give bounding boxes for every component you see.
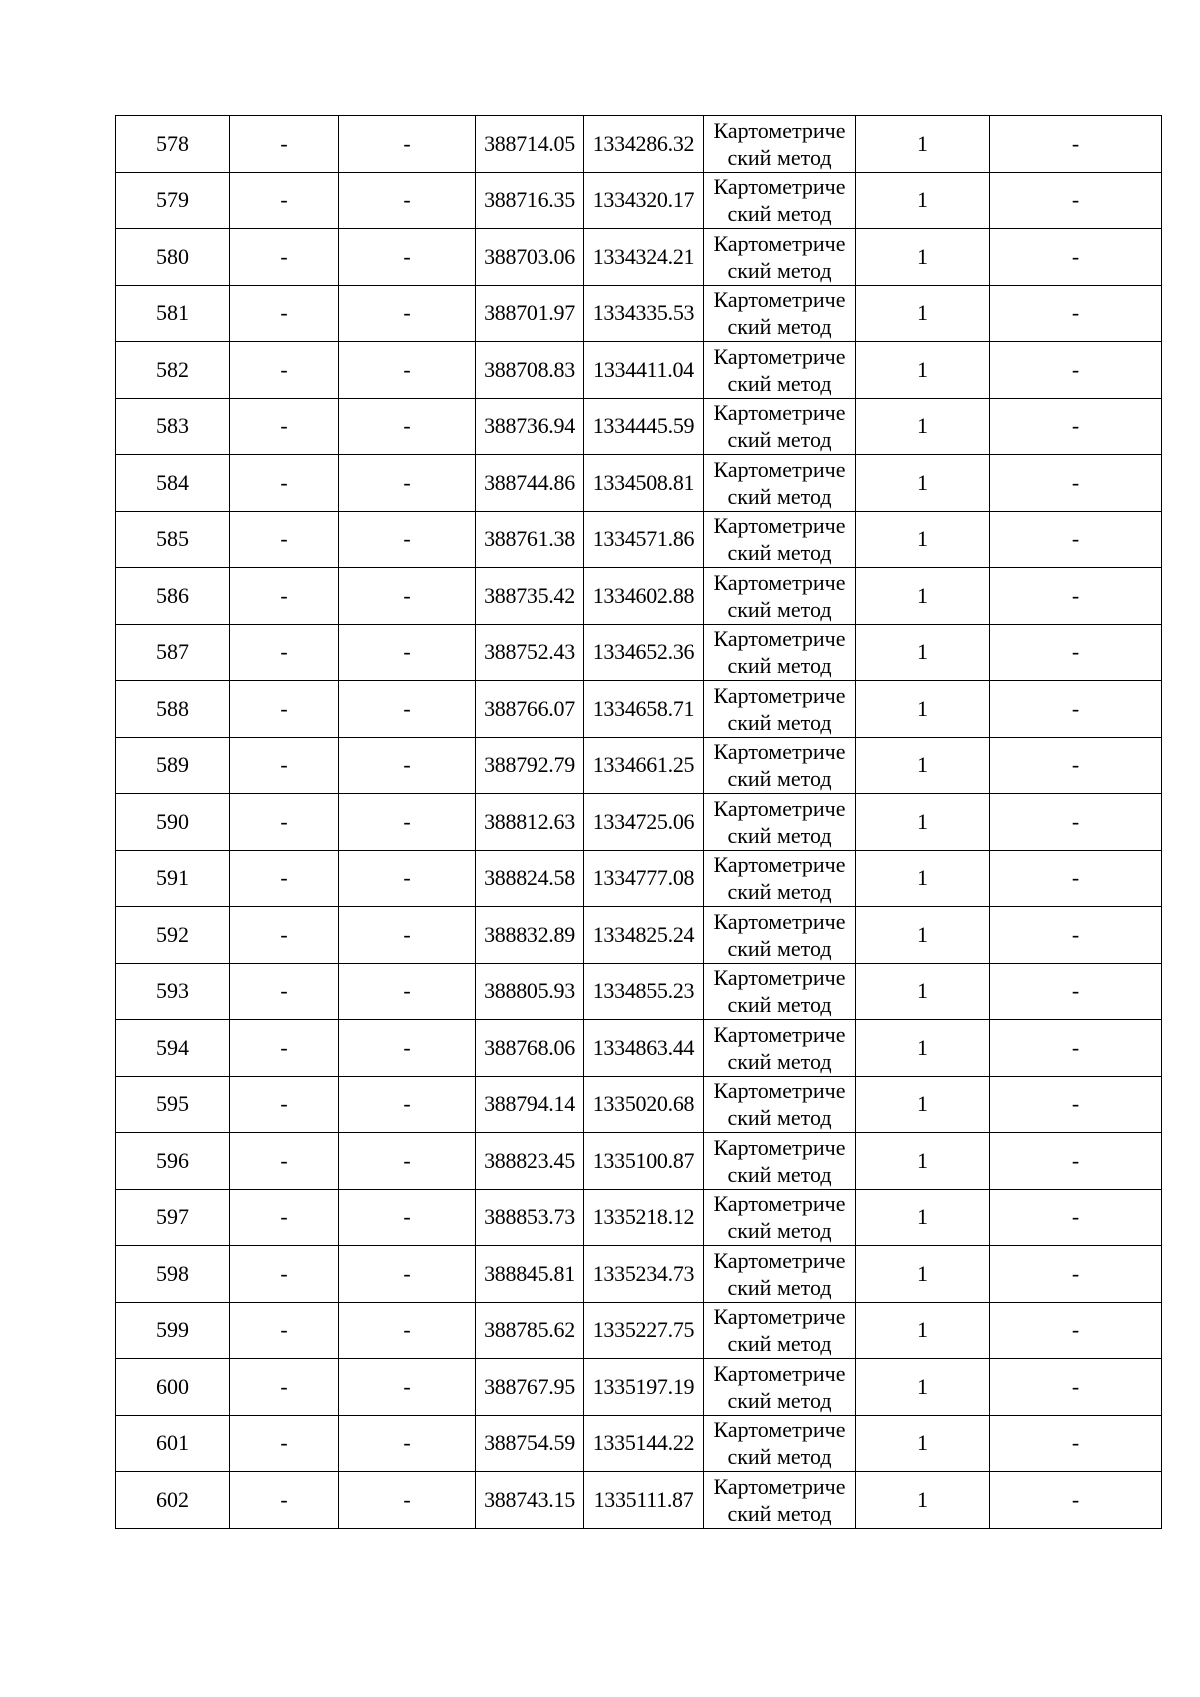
empty-dash-cell: - <box>339 1133 476 1190</box>
method-cell <box>704 568 856 625</box>
accuracy-cell: 1 <box>856 963 990 1020</box>
table-row <box>116 850 1162 907</box>
empty-dash-cell: - <box>230 1076 339 1133</box>
table-row <box>116 1246 1162 1303</box>
method-text-line-1: Картометриче <box>713 1134 846 1160</box>
accuracy-cell: 1 <box>856 1472 990 1529</box>
table-row <box>116 1189 1162 1246</box>
accuracy-cell: 1 <box>856 455 990 512</box>
method-text-line-2: ский метод <box>727 427 832 453</box>
empty-dash-cell: - <box>230 1189 339 1246</box>
method-text-line-1: Картометриче <box>713 1417 846 1443</box>
table-row <box>116 1076 1162 1133</box>
point-number-cell: 588 <box>116 681 230 738</box>
method-cell <box>704 116 856 173</box>
accuracy-cell: 1 <box>856 1076 990 1133</box>
table-row <box>116 568 1162 625</box>
accuracy-cell: 1 <box>856 907 990 964</box>
method-text-line-1: Картометриче <box>713 569 846 595</box>
point-number-cell: 586 <box>116 568 230 625</box>
method-cell <box>704 1415 856 1472</box>
method-text-line-2: ский метод <box>727 540 832 566</box>
method-cell <box>704 285 856 342</box>
method-cell <box>704 1359 856 1416</box>
empty-dash-cell: - <box>230 907 339 964</box>
empty-dash-cell: - <box>339 1246 476 1303</box>
accuracy-cell: 1 <box>856 1359 990 1416</box>
empty-dash-cell: - <box>339 1189 476 1246</box>
empty-dash-cell: - <box>230 1020 339 1077</box>
empty-dash-cell: - <box>990 1359 1162 1416</box>
empty-dash-cell: - <box>230 568 339 625</box>
point-number-cell: 579 <box>116 172 230 229</box>
empty-dash-cell: - <box>990 1189 1162 1246</box>
empty-dash-cell: - <box>990 1472 1162 1529</box>
coordinate-y-cell: 1334725.06 <box>584 794 704 851</box>
coordinate-x-cell: 388701.97 <box>476 285 584 342</box>
method-text-line-2: ский метод <box>727 935 832 961</box>
accuracy-cell: 1 <box>856 116 990 173</box>
coordinate-y-cell: 1334571.86 <box>584 511 704 568</box>
table-row <box>116 1472 1162 1529</box>
table-row <box>116 116 1162 173</box>
method-text-line-2: ский метод <box>727 766 832 792</box>
empty-dash-cell: - <box>990 116 1162 173</box>
method-text-line-1: Картометриче <box>713 1191 846 1217</box>
coordinate-y-cell: 1334777.08 <box>584 850 704 907</box>
coordinate-y-cell: 1334825.24 <box>584 907 704 964</box>
coordinate-x-cell: 388744.86 <box>476 455 584 512</box>
point-number-cell: 580 <box>116 229 230 286</box>
method-cell <box>704 850 856 907</box>
accuracy-cell: 1 <box>856 624 990 681</box>
empty-dash-cell: - <box>230 455 339 512</box>
coordinates-table <box>115 115 1162 1529</box>
method-text-line-2: ский метод <box>727 1387 832 1413</box>
empty-dash-cell: - <box>230 1246 339 1303</box>
coordinate-x-cell: 388823.45 <box>476 1133 584 1190</box>
method-text-line-2: ский метод <box>727 1161 832 1187</box>
point-number-cell: 584 <box>116 455 230 512</box>
empty-dash-cell: - <box>339 1415 476 1472</box>
method-cell <box>704 511 856 568</box>
accuracy-cell: 1 <box>856 1133 990 1190</box>
coordinate-x-cell: 388743.15 <box>476 1472 584 1529</box>
coordinate-x-cell: 388754.59 <box>476 1415 584 1472</box>
empty-dash-cell: - <box>990 229 1162 286</box>
method-text-line-2: ский метод <box>727 822 832 848</box>
accuracy-cell: 1 <box>856 1189 990 1246</box>
empty-dash-cell: - <box>339 172 476 229</box>
table-row <box>116 794 1162 851</box>
method-text-line-1: Картометриче <box>713 1304 846 1330</box>
method-text-line-1: Картометриче <box>713 1473 846 1499</box>
coordinate-x-cell: 388703.06 <box>476 229 584 286</box>
empty-dash-cell: - <box>339 1359 476 1416</box>
method-text-line-2: ский метод <box>727 1105 832 1131</box>
empty-dash-cell: - <box>990 681 1162 738</box>
coordinate-y-cell: 1335020.68 <box>584 1076 704 1133</box>
table-row <box>116 172 1162 229</box>
empty-dash-cell: - <box>339 794 476 851</box>
empty-dash-cell: - <box>990 568 1162 625</box>
empty-dash-cell: - <box>339 1076 476 1133</box>
table-row <box>116 455 1162 512</box>
point-number-cell: 589 <box>116 737 230 794</box>
table-row <box>116 1020 1162 1077</box>
coordinate-y-cell: 1335218.12 <box>584 1189 704 1246</box>
accuracy-cell: 1 <box>856 1246 990 1303</box>
accuracy-cell: 1 <box>856 172 990 229</box>
empty-dash-cell: - <box>230 794 339 851</box>
method-text-line-1: Картометриче <box>713 174 846 200</box>
coordinate-y-cell: 1334286.32 <box>584 116 704 173</box>
empty-dash-cell: - <box>990 737 1162 794</box>
method-text-line-1: Картометриче <box>713 513 846 539</box>
empty-dash-cell: - <box>990 398 1162 455</box>
table-row <box>116 285 1162 342</box>
accuracy-cell: 1 <box>856 1415 990 1472</box>
empty-dash-cell: - <box>990 172 1162 229</box>
coordinate-y-cell: 1334863.44 <box>584 1020 704 1077</box>
empty-dash-cell: - <box>339 624 476 681</box>
table-row <box>116 1359 1162 1416</box>
method-cell <box>704 963 856 1020</box>
point-number-cell: 594 <box>116 1020 230 1077</box>
empty-dash-cell: - <box>230 1133 339 1190</box>
point-number-cell: 592 <box>116 907 230 964</box>
accuracy-cell: 1 <box>856 342 990 399</box>
empty-dash-cell: - <box>990 511 1162 568</box>
coordinate-x-cell: 388766.07 <box>476 681 584 738</box>
method-cell <box>704 1076 856 1133</box>
point-number-cell: 598 <box>116 1246 230 1303</box>
method-text-line-2: ский метод <box>727 596 832 622</box>
point-number-cell: 587 <box>116 624 230 681</box>
accuracy-cell: 1 <box>856 398 990 455</box>
method-text-line-2: ский метод <box>727 1444 832 1470</box>
coordinate-y-cell: 1335227.75 <box>584 1302 704 1359</box>
coordinate-x-cell: 388845.81 <box>476 1246 584 1303</box>
coordinate-x-cell: 388832.89 <box>476 907 584 964</box>
method-cell <box>704 1020 856 1077</box>
empty-dash-cell: - <box>990 1020 1162 1077</box>
method-cell <box>704 737 856 794</box>
empty-dash-cell: - <box>339 511 476 568</box>
accuracy-cell: 1 <box>856 681 990 738</box>
empty-dash-cell: - <box>230 116 339 173</box>
method-cell <box>704 794 856 851</box>
method-cell <box>704 1302 856 1359</box>
empty-dash-cell: - <box>339 116 476 173</box>
coordinate-x-cell: 388761.38 <box>476 511 584 568</box>
table-row <box>116 737 1162 794</box>
coordinate-y-cell: 1334855.23 <box>584 963 704 1020</box>
coordinate-x-cell: 388792.79 <box>476 737 584 794</box>
empty-dash-cell: - <box>339 1302 476 1359</box>
point-number-cell: 597 <box>116 1189 230 1246</box>
empty-dash-cell: - <box>230 229 339 286</box>
point-number-cell: 599 <box>116 1302 230 1359</box>
empty-dash-cell: - <box>230 624 339 681</box>
point-number-cell: 593 <box>116 963 230 1020</box>
empty-dash-cell: - <box>990 1302 1162 1359</box>
coordinate-y-cell: 1334324.21 <box>584 229 704 286</box>
method-text-line-2: ский метод <box>727 879 832 905</box>
table-row <box>116 1415 1162 1472</box>
empty-dash-cell: - <box>990 285 1162 342</box>
accuracy-cell: 1 <box>856 568 990 625</box>
method-cell <box>704 624 856 681</box>
table-body <box>116 116 1162 1529</box>
coordinate-y-cell: 1334652.36 <box>584 624 704 681</box>
coordinate-x-cell: 388794.14 <box>476 1076 584 1133</box>
point-number-cell: 600 <box>116 1359 230 1416</box>
table-row <box>116 342 1162 399</box>
point-number-cell: 601 <box>116 1415 230 1472</box>
accuracy-cell: 1 <box>856 850 990 907</box>
point-number-cell: 602 <box>116 1472 230 1529</box>
coordinate-y-cell: 1334320.17 <box>584 172 704 229</box>
empty-dash-cell: - <box>230 398 339 455</box>
coordinate-y-cell: 1335111.87 <box>584 1472 704 1529</box>
coordinate-y-cell: 1334445.59 <box>584 398 704 455</box>
coordinate-x-cell: 388805.93 <box>476 963 584 1020</box>
method-text-line-1: Картометриче <box>713 230 846 256</box>
empty-dash-cell: - <box>339 285 476 342</box>
empty-dash-cell: - <box>339 1020 476 1077</box>
method-cell <box>704 455 856 512</box>
empty-dash-cell: - <box>230 850 339 907</box>
accuracy-cell: 1 <box>856 1302 990 1359</box>
empty-dash-cell: - <box>339 568 476 625</box>
empty-dash-cell: - <box>230 172 339 229</box>
point-number-cell: 585 <box>116 511 230 568</box>
coordinate-x-cell: 388708.83 <box>476 342 584 399</box>
method-cell <box>704 398 856 455</box>
coordinate-x-cell: 388824.58 <box>476 850 584 907</box>
empty-dash-cell: - <box>230 1359 339 1416</box>
table-row <box>116 1302 1162 1359</box>
method-text-line-2: ский метод <box>727 1500 832 1526</box>
empty-dash-cell: - <box>339 229 476 286</box>
method-text-line-2: ский метод <box>727 653 832 679</box>
method-cell <box>704 342 856 399</box>
method-cell <box>704 229 856 286</box>
empty-dash-cell: - <box>339 737 476 794</box>
empty-dash-cell: - <box>990 1415 1162 1472</box>
coordinate-y-cell: 1335144.22 <box>584 1415 704 1472</box>
point-number-cell: 581 <box>116 285 230 342</box>
method-text-line-2: ский метод <box>727 314 832 340</box>
method-text-line-1: Картометриче <box>713 908 846 934</box>
method-text-line-1: Картометриче <box>713 1247 846 1273</box>
method-cell <box>704 1189 856 1246</box>
method-cell <box>704 172 856 229</box>
empty-dash-cell: - <box>339 1472 476 1529</box>
method-text-line-1: Картометриче <box>713 795 846 821</box>
method-text-line-1: Картометриче <box>713 287 846 313</box>
empty-dash-cell: - <box>230 963 339 1020</box>
table-row <box>116 511 1162 568</box>
empty-dash-cell: - <box>339 963 476 1020</box>
point-number-cell: 596 <box>116 1133 230 1190</box>
coordinate-y-cell: 1334508.81 <box>584 455 704 512</box>
empty-dash-cell: - <box>230 737 339 794</box>
empty-dash-cell: - <box>230 342 339 399</box>
empty-dash-cell: - <box>990 455 1162 512</box>
method-text-line-2: ский метод <box>727 1331 832 1357</box>
empty-dash-cell: - <box>339 342 476 399</box>
method-text-line-1: Картометриче <box>713 739 846 765</box>
empty-dash-cell: - <box>230 511 339 568</box>
coordinate-y-cell: 1335234.73 <box>584 1246 704 1303</box>
empty-dash-cell: - <box>990 907 1162 964</box>
table-row <box>116 681 1162 738</box>
empty-dash-cell: - <box>230 681 339 738</box>
table-row <box>116 963 1162 1020</box>
accuracy-cell: 1 <box>856 229 990 286</box>
point-number-cell: 583 <box>116 398 230 455</box>
point-number-cell: 595 <box>116 1076 230 1133</box>
empty-dash-cell: - <box>230 1415 339 1472</box>
method-cell <box>704 1133 856 1190</box>
point-number-cell: 578 <box>116 116 230 173</box>
empty-dash-cell: - <box>339 681 476 738</box>
coordinate-y-cell: 1334335.53 <box>584 285 704 342</box>
coordinate-x-cell: 388767.95 <box>476 1359 584 1416</box>
coordinate-x-cell: 388716.35 <box>476 172 584 229</box>
method-text-line-2: ский метод <box>727 1274 832 1300</box>
method-text-line-1: Картометриче <box>713 400 846 426</box>
method-text-line-1: Картометриче <box>713 456 846 482</box>
table-row <box>116 907 1162 964</box>
coordinate-x-cell: 388752.43 <box>476 624 584 681</box>
empty-dash-cell: - <box>230 285 339 342</box>
empty-dash-cell: - <box>990 794 1162 851</box>
empty-dash-cell: - <box>230 1302 339 1359</box>
point-number-cell: 591 <box>116 850 230 907</box>
method-text-line-1: Картометриче <box>713 965 846 991</box>
method-text-line-2: ский метод <box>727 201 832 227</box>
coordinate-y-cell: 1335100.87 <box>584 1133 704 1190</box>
accuracy-cell: 1 <box>856 285 990 342</box>
empty-dash-cell: - <box>990 1076 1162 1133</box>
coordinate-x-cell: 388812.63 <box>476 794 584 851</box>
method-text-line-1: Картометриче <box>713 117 846 143</box>
method-text-line-1: Картометриче <box>713 852 846 878</box>
table-row <box>116 624 1162 681</box>
coordinate-y-cell: 1334661.25 <box>584 737 704 794</box>
method-cell <box>704 907 856 964</box>
empty-dash-cell: - <box>990 1133 1162 1190</box>
empty-dash-cell: - <box>990 342 1162 399</box>
method-text-line-1: Картометриче <box>713 1360 846 1386</box>
method-text-line-1: Картометриче <box>713 343 846 369</box>
method-text-line-1: Картометриче <box>713 1021 846 1047</box>
empty-dash-cell: - <box>339 850 476 907</box>
method-text-line-1: Картометриче <box>713 682 846 708</box>
method-text-line-2: ский метод <box>727 1048 832 1074</box>
method-text-line-2: ский метод <box>727 709 832 735</box>
table-row <box>116 229 1162 286</box>
method-text-line-2: ский метод <box>727 144 832 170</box>
coordinate-x-cell: 388735.42 <box>476 568 584 625</box>
accuracy-cell: 1 <box>856 794 990 851</box>
empty-dash-cell: - <box>339 455 476 512</box>
method-cell <box>704 1246 856 1303</box>
accuracy-cell: 1 <box>856 737 990 794</box>
empty-dash-cell: - <box>990 1246 1162 1303</box>
empty-dash-cell: - <box>990 850 1162 907</box>
method-text-line-2: ский метод <box>727 257 832 283</box>
method-text-line-2: ский метод <box>727 992 832 1018</box>
empty-dash-cell: - <box>990 624 1162 681</box>
empty-dash-cell: - <box>339 907 476 964</box>
accuracy-cell: 1 <box>856 1020 990 1077</box>
method-text-line-1: Картометриче <box>713 626 846 652</box>
point-number-cell: 590 <box>116 794 230 851</box>
empty-dash-cell: - <box>339 398 476 455</box>
method-text-line-2: ский метод <box>727 1218 832 1244</box>
coordinate-y-cell: 1334658.71 <box>584 681 704 738</box>
coordinate-x-cell: 388768.06 <box>476 1020 584 1077</box>
method-text-line-1: Картометриче <box>713 1078 846 1104</box>
empty-dash-cell: - <box>990 963 1162 1020</box>
method-text-line-2: ский метод <box>727 370 832 396</box>
coordinate-y-cell: 1334602.88 <box>584 568 704 625</box>
table-row <box>116 1133 1162 1190</box>
coordinate-y-cell: 1335197.19 <box>584 1359 704 1416</box>
empty-dash-cell: - <box>230 1472 339 1529</box>
accuracy-cell: 1 <box>856 511 990 568</box>
coordinate-x-cell: 388714.05 <box>476 116 584 173</box>
coordinate-x-cell: 388785.62 <box>476 1302 584 1359</box>
table-row <box>116 398 1162 455</box>
method-cell <box>704 1472 856 1529</box>
point-number-cell: 582 <box>116 342 230 399</box>
coordinate-x-cell: 388853.73 <box>476 1189 584 1246</box>
method-text-line-2: ский метод <box>727 483 832 509</box>
method-cell <box>704 681 856 738</box>
coordinate-y-cell: 1334411.04 <box>584 342 704 399</box>
coordinate-x-cell: 388736.94 <box>476 398 584 455</box>
